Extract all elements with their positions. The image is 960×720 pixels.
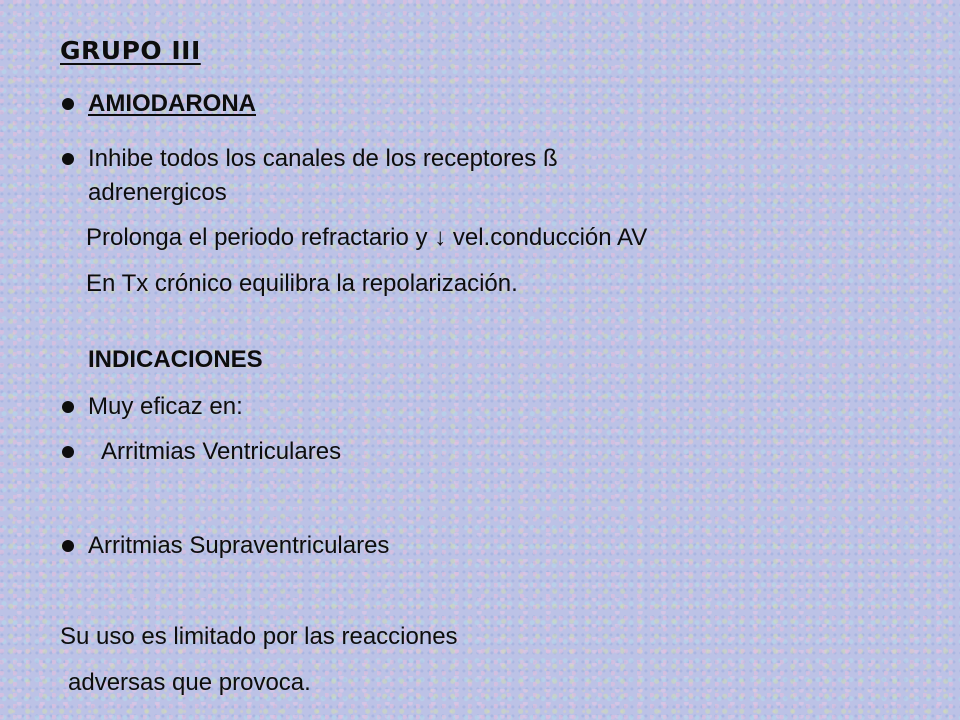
mechanism-line-1: Inhibe todos los canales de los receptores ß	[88, 145, 558, 172]
bullet-icon	[62, 446, 74, 458]
note-line-1: Su uso es limitado por las reacciones	[60, 623, 458, 650]
mechanism-line-2: adrenergicos	[88, 179, 227, 206]
bullet-icon	[62, 153, 74, 165]
indication-ventricular: Arritmias Ventriculares	[101, 438, 342, 465]
drug-name: AMIODARONA	[88, 90, 256, 117]
bullet-icon	[62, 540, 74, 552]
effect-line-2: En Tx crónico equilibra la repolarización.	[86, 270, 518, 297]
indication-intro: Muy eficaz en:	[88, 393, 243, 420]
slide-title: GRUPO III	[60, 36, 201, 65]
indication-supraventricular: Arritmias Supraventriculares	[88, 532, 390, 559]
note-line-2: adversas que provoca.	[68, 669, 311, 696]
effect-line-1: Prolonga el periodo refractario y ↓ vel.conducción AV	[86, 224, 648, 251]
bullet-icon	[62, 98, 74, 110]
indications-heading: INDICACIONES	[88, 346, 263, 373]
bullet-icon	[62, 401, 74, 413]
